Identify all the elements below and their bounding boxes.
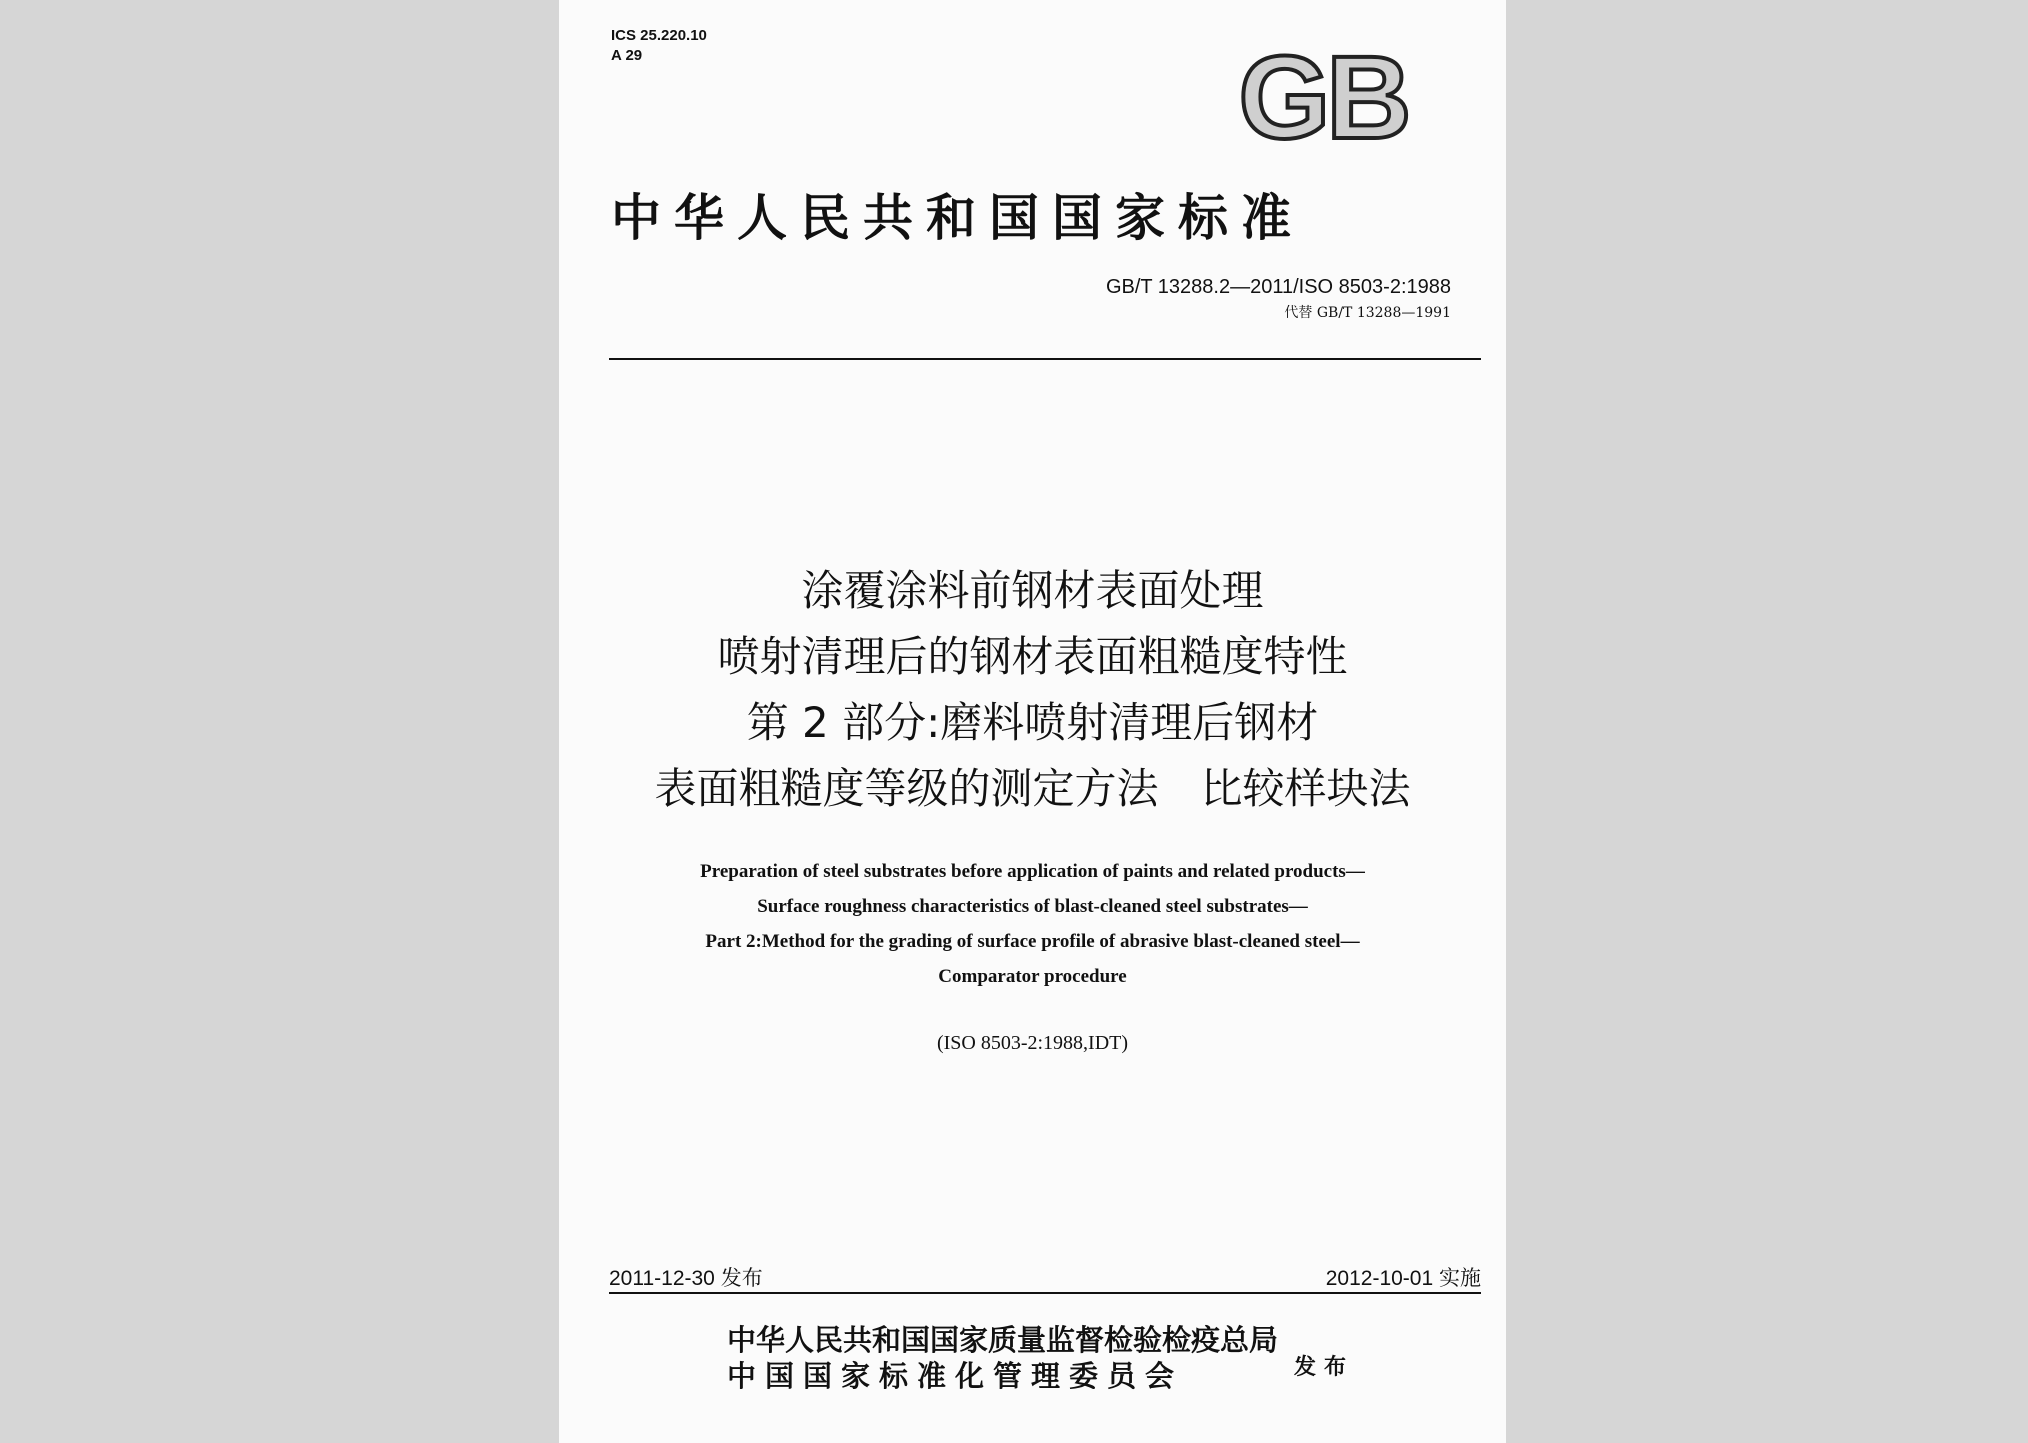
chinese-title-line: 第 2 部分:磨料喷射清理后钢材 (746, 698, 1319, 747)
chinese-title (559, 558, 1506, 822)
english-title-line: Surface roughness characteristics of blast-cleaned steel substrates— (757, 896, 1308, 917)
chinese-title-line: 表面粗糙度等级的测定方法 比较样块法 (654, 764, 1411, 813)
chinese-title-line: 涂覆涂料前钢材表面处理 (801, 566, 1264, 615)
ccs-code: A 29 (611, 47, 643, 64)
gb-logo (1213, 38, 1433, 158)
issuer-line: 中国国家标准化管理委员会 (727, 1359, 1184, 1393)
chinese-title-line: 喷射清理后的钢材表面粗糙度特性 (717, 632, 1348, 681)
issuing-authorities (727, 1322, 1278, 1394)
replaces-standard: 代替 GB/T 13288—1991 (1284, 305, 1451, 321)
english-title-line: Comparator procedure (938, 966, 1127, 987)
header-divider (609, 358, 1481, 360)
ics-code: ICS 25.220.10 (611, 27, 707, 44)
issue-date: 2011-12-30 发布 (609, 1267, 763, 1290)
issuer-line: 中华人民共和国国家质量监督检验检疫总局 (727, 1323, 1279, 1357)
english-title-line: Preparation of steel substrates before application of paints and related products— (700, 861, 1365, 882)
english-title-line: Part 2:Method for the grading of surface profile of abrasive blast-cleaned steel— (705, 931, 1360, 952)
national-standard-title: 中华人民共和国国家标准 (611, 189, 1304, 247)
implementation-date: 2012-10-01 实施 (1325, 1267, 1481, 1290)
gb-logo-text: GB (1238, 38, 1408, 158)
document-page (559, 0, 1506, 1443)
iso-equivalence: (ISO 8503-2:1988,IDT) (936, 1032, 1129, 1054)
publish-label: 发布 (1294, 1355, 1355, 1380)
classification-codes (611, 26, 707, 66)
footer-divider (609, 1292, 1481, 1294)
standard-number: GB/T 13288.2—2011/ISO 8503-2:1988 (1105, 276, 1451, 298)
english-title (559, 854, 1506, 994)
